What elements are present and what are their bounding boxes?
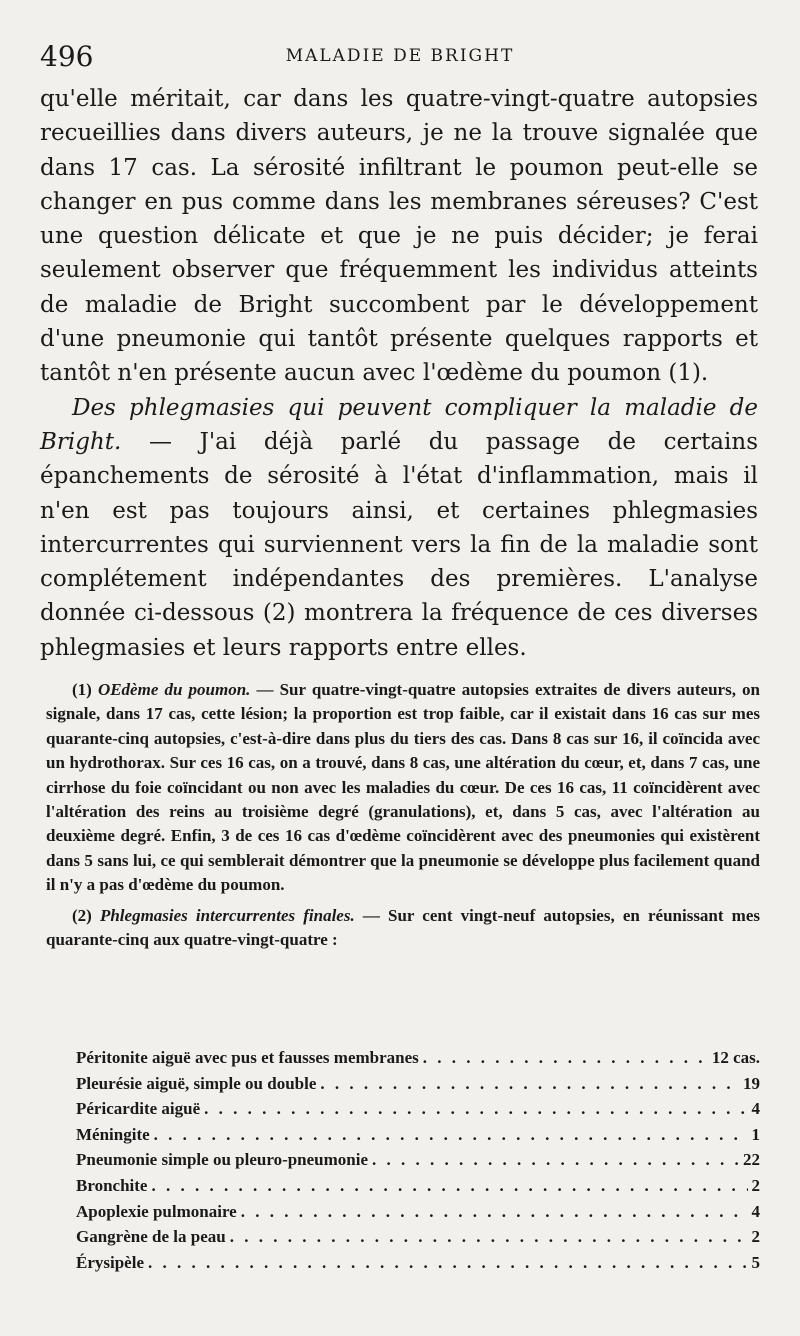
- tally-label: Apoplexie pulmonaire: [76, 1201, 237, 1221]
- tally-label: Péritonite aiguë avec pus et fausses membranes: [76, 1048, 419, 1067]
- page-number: 496: [40, 40, 94, 73]
- tally-row: [76, 1176, 760, 1202]
- tally-label: Pneumonie simple ou pleuro-pneumonie: [76, 1150, 369, 1170]
- section-paragraph: [40, 391, 758, 665]
- page-header: [40, 40, 760, 76]
- dot-leader: [148, 1253, 748, 1273]
- dot-leader: [320, 1074, 739, 1094]
- tally-label: Érysipèle: [76, 1252, 144, 1272]
- dot-leader: [241, 1202, 748, 1222]
- tally-value: 5: [751, 1252, 760, 1272]
- tally-label: Méningite: [76, 1124, 150, 1144]
- tally-row: [76, 1048, 760, 1074]
- tally-row: [76, 1099, 760, 1125]
- dot-leader: [151, 1176, 747, 1196]
- footnote-2-text: — Sur cent vingt-neuf autopsies, en réunissant mes quarante-cinq aux quatre-vingt-quatre :: [46, 905, 761, 950]
- tally-list: [76, 1048, 760, 1278]
- footnote-1-text: — Sur quatre-vingt-quatre autopsies extraites de divers auteurs, on signale, dans 17 cas, cette lésion; la proportion est trop faible, car il existait dans 16 cas sur mes quarante-cinq autopsies, c'est-à-dire dans plus du tiers des cas. Dans 8 cas sur 16, il coïncida avec un hydrothorax. Sur ces 16 cas, on a trouvé, dans 8 cas, une altération du cœur, et, dans 7 cas, une cirrhose du foie coïncidant ou non avec les maladies du cœur. De ces 16 cas, 11 coïncidèrent avec l'altération des reins au troisième degré (granulations), et, dans 5 cas, avec l'altération au deuxième degré. Enfin, 3 de ces 16 cas d'œdème coïncidèrent avec des pneumonies qui existèrent dans 5 sans lui, ce qui semblerait démontrer que la pneumonie se développe plus facilement quand il n'y a pas d'œdème du poumon.: [46, 680, 761, 895]
- tally-row: [76, 1253, 760, 1279]
- footnote-1-marker: (1): [72, 680, 92, 699]
- dot-leader: [372, 1150, 739, 1170]
- tally-row: [76, 1150, 760, 1176]
- tally-value: 4: [751, 1099, 760, 1119]
- tally-row: [76, 1125, 760, 1151]
- dot-leader: [423, 1048, 708, 1068]
- tally-value: 1: [751, 1124, 760, 1144]
- tally-value: 19: [743, 1073, 760, 1093]
- tally-value: 12 cas.: [711, 1048, 760, 1067]
- tally-value: 22: [743, 1150, 760, 1170]
- footnote-2-title: Phlegmasies intercurrentes finales.: [99, 905, 355, 925]
- tally-value: 4: [751, 1201, 760, 1221]
- section-heading: Des phlegmasies qui peuvent compliquer la maladie de Bright.: [40, 394, 758, 455]
- tally-label: Péricardite aiguë: [76, 1099, 201, 1119]
- main-text: [40, 82, 758, 665]
- footnotes: [46, 678, 760, 952]
- dot-leader: [204, 1099, 747, 1119]
- tally-row: [76, 1202, 760, 1228]
- footnote-2: [46, 904, 760, 953]
- tally-label: Gangrène de la peau: [76, 1227, 226, 1247]
- dot-leader: [230, 1227, 748, 1247]
- tally-row: [76, 1227, 760, 1253]
- tally-value: 2: [751, 1175, 760, 1195]
- tally-value: 2: [751, 1227, 760, 1247]
- section-text: — J'ai déjà parlé du passage de certains épanchements de sérosité à l'état d'inflammation, mais il n'en est pas toujours ainsi, et certaines phlegmasies intercurrentes qui surviennent vers la fin de la maladie sont complétement indépendantes des premières. L'analyse donnée ci-dessous (2) montrera la fréquence de ces diverses phlegmasies et leurs rapports entre elles.: [40, 428, 758, 661]
- dot-leader: [154, 1125, 748, 1145]
- tally-label: Bronchite: [76, 1175, 148, 1195]
- paragraph-continuation: qu'elle méritait, car dans les quatre-vingt-quatre autopsies recueillies dans divers auteurs, je ne la trouve signalée que dans 17 cas. La sérosité infiltrant le poumon peut-elle se changer en pus comme dans les membranes séreuses? C'est une question délicate et que je ne puis décider; je ferai seulement observer que fréquemment les individus atteints de maladie de Bright succombent par le développement d'une pneumonie qui tantôt présente quelques rapports et tantôt n'en présente aucun avec l'œdème du poumon (1).: [40, 86, 758, 387]
- running-head: MALADIE DE BRIGHT: [285, 46, 515, 66]
- tally-label: Pleurésie aiguë, simple ou double: [76, 1073, 317, 1093]
- footnote-1-title: OEdème du poumon.: [97, 680, 251, 699]
- footnote-1: [46, 678, 760, 898]
- footnote-2-marker: (2): [72, 905, 92, 925]
- tally-row: [76, 1074, 760, 1100]
